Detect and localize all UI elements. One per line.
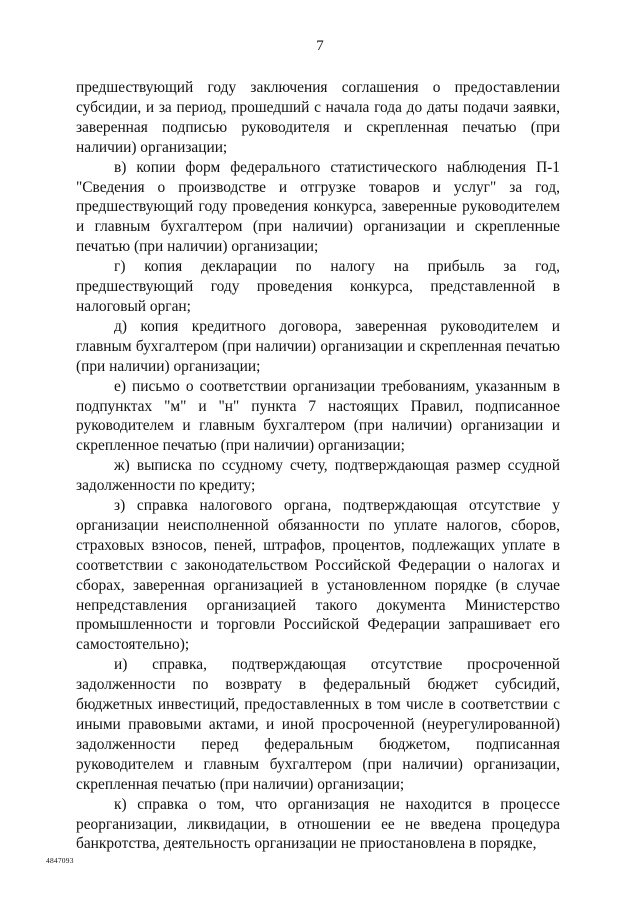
paragraph-item-v: в) копии форм федерального статистического наблюдения П-1 "Сведения о производстве и отгрузке товаров и услуг" за год, предшествующий году проведения конкурса, заверенные руководителем и главным бухгалтером (при наличии) организации и скрепленные печатью (при наличии) организации; [76,158,560,256]
page-number: 7 [316,38,324,54]
document-body [76,78,560,854]
document-code: 4847093 [46,856,74,865]
paragraph-item-d: д) копия кредитного договора, заверенная руководителем и главным бухгалтером (при наличии) организации и скрепленная печатью (при наличии) организации; [76,317,560,375]
paragraph-continuation: предшествующий году заключения соглашения о предоставлении субсидии, и за период, прошедший с начала года до даты подачи заявки, заверенная подписью руководителя и скрепленная печатью (при наличии) организации; [76,79,560,156]
paragraph-item-i: и) справка, подтверждающая отсутствие просроченной задолженности по возврату в федеральный бюджет субсидий, бюджетных инвестиций, предоставленных в том числе в соответствии с иными правовыми актами, и иной просроченной (неурегулированной) задолженности перед федеральным бюджетом, подписанная руководителем и главным бухгалтером (при наличии) организации, скрепленная печатью (при наличии) организации; [76,656,560,793]
paragraph-item-zh: ж) выписка по ссудному счету, подтверждающая размер ссудной задолженности по кредиту; [76,457,560,495]
paragraph-item-g: г) копия декларации по налогу на прибыль за год, предшествующий году проведения конкурса, представленной в налоговый орган; [76,258,560,315]
paragraph-item-z: з) справка налогового органа, подтверждающая отсутствие у организации неисполненной обязанности по уплате налогов, сборов, страховых взносов, пеней, штрафов, процентов, подлежащих уплате в соответствии с законодательством Российской Федерации о налогах и сборах, заверенная организацией в установленном порядке (в случае непредставления организацией такого документа Министерство промышленности и торговли Российской Федерации запрашивает его самостоятельно); [76,497,560,654]
paragraph-item-e: е) письмо о соответствии организации требованиям, указанным в подпунктах "м" и "н" пункта 7 настоящих Правил, подписанное руководителем и главным бухгалтером (при наличии) организации и скрепленное печатью (при наличии) организации; [76,377,560,455]
paragraph-item-k: к) справка о том, что организация не находится в процессе реорганизации, ликвидации, в отношении ее не введена процедура банкротства, деятельность организации не приостановлена в порядке, [76,795,560,853]
